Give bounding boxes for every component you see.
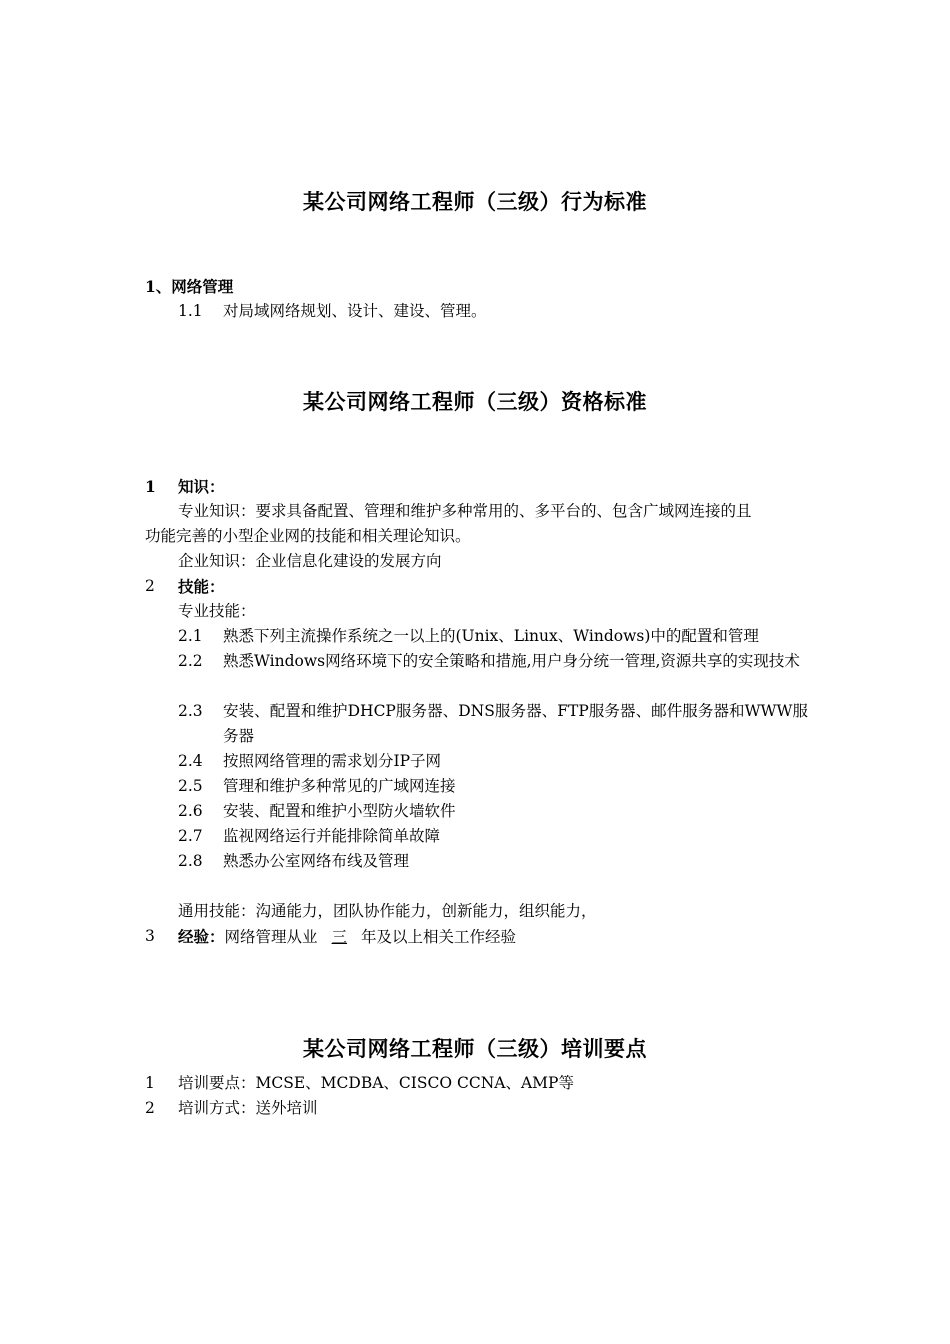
- qualification-title: 某公司网络工程师（三级）资格标准: [303, 389, 647, 414]
- training-item-num: 2: [145, 1099, 155, 1117]
- experience-years: 三: [331, 928, 348, 946]
- skill-text: 熟悉办公室网络布线及管理: [223, 852, 410, 870]
- skill-text: 管理和维护多种常见的广域网连接: [223, 777, 456, 795]
- professional-skills-label: 专业技能：: [178, 602, 256, 620]
- training-title: 某公司网络工程师（三级）培训要点: [303, 1036, 647, 1061]
- skill-text: 安装、配置和维护小型防火墙软件: [223, 802, 456, 820]
- skill-text: 安装、配置和维护DHCP服务器、DNS服务器、FTP服务器、邮件服务器和WWW服务器: [223, 702, 808, 745]
- training-item-text: 培训方式：送外培训: [178, 1099, 318, 1117]
- training-item-text: 培训要点：MCSE、MCDBA、CISCO CCNA、AMP等: [178, 1074, 574, 1092]
- experience-label: 经验：: [178, 927, 225, 946]
- professional-knowledge-line1: 专业知识：要求具备配置、管理和维护多种常用的、多平台的、包含广域网连接的且: [178, 502, 752, 520]
- behavior-item-text: 对局域网络规划、设计、建设、管理。: [223, 302, 487, 320]
- knowledge-label: 知识：: [178, 477, 225, 496]
- enterprise-knowledge: 企业知识：企业信息化建设的发展方向: [178, 552, 442, 570]
- behavior-heading: 1、网络管理: [145, 277, 234, 296]
- knowledge-num: 1: [145, 477, 156, 496]
- training-item-num: 1: [145, 1074, 155, 1092]
- behavior-title: 某公司网络工程师（三级）行为标准: [303, 189, 647, 214]
- skill-num: 2.3: [178, 702, 203, 720]
- behavior-item-num: 1.1: [178, 302, 203, 320]
- experience-num: 3: [145, 927, 155, 945]
- skill-num: 2.7: [178, 827, 203, 845]
- skill-text: 按照网络管理的需求划分IP子网: [223, 752, 442, 770]
- experience-suffix: 年及以上相关工作经验: [361, 928, 517, 946]
- skill-text: 熟悉Windows网络环境下的安全策略和措施,用户身分统一管理,资源共享的实现技术: [223, 652, 800, 670]
- general-skills: 通用技能：沟通能力，团队协作能力，创新能力，组织能力，: [178, 902, 597, 920]
- skill-num: 2.4: [178, 752, 203, 770]
- experience-prefix: 网络管理从业: [224, 928, 318, 946]
- skill-text: 熟悉下列主流操作系统之一以上的(Unix、Linux、Windows)中的配置和管理: [223, 627, 759, 645]
- professional-knowledge-line2: 功能完善的小型企业网的技能和相关理论知识。: [145, 527, 471, 545]
- experience-line: [178, 924, 516, 950]
- skill-text: 监视网络运行并能排除简单故障: [223, 827, 441, 845]
- skill-num: 2.2: [178, 652, 203, 670]
- skill-num: 2.8: [178, 852, 203, 870]
- skill-num: 2.5: [178, 777, 203, 795]
- skill-num: 2.1: [178, 627, 203, 645]
- skills-num: 2: [145, 577, 155, 595]
- skill-num: 2.6: [178, 802, 203, 820]
- skills-label: 技能：: [178, 577, 225, 596]
